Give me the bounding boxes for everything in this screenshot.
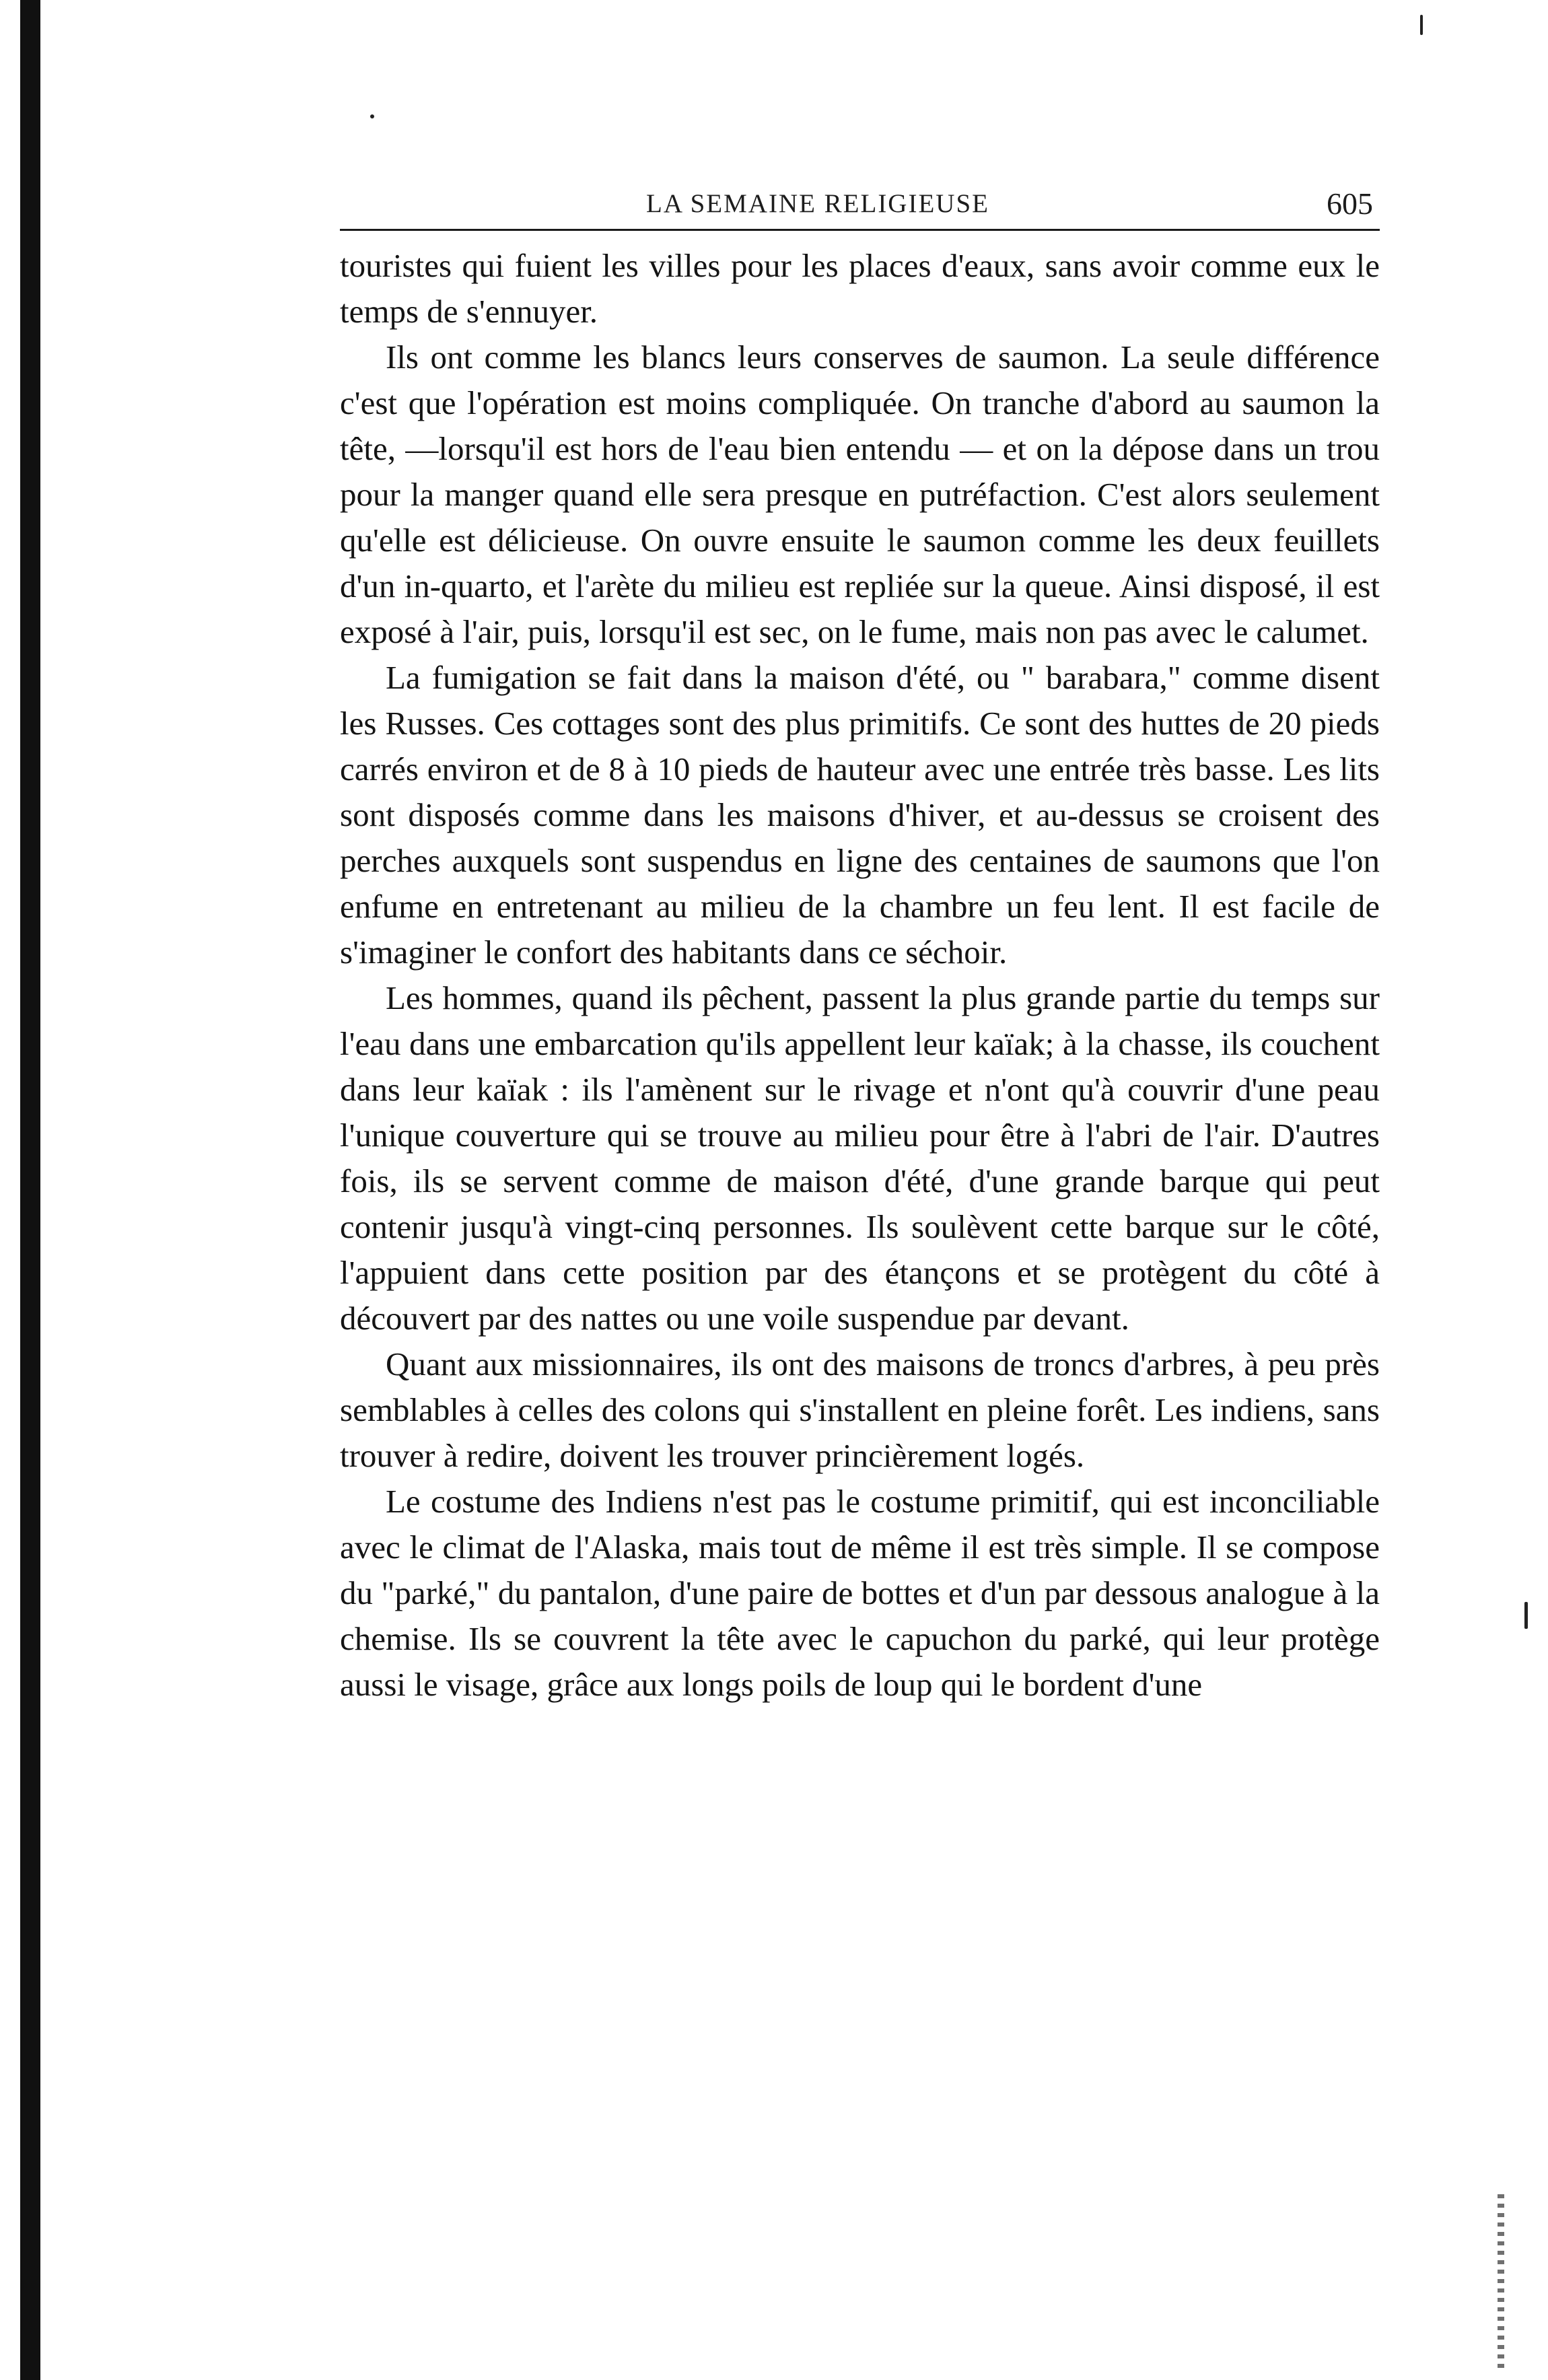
page-number: 605 xyxy=(1327,186,1373,221)
scan-speck xyxy=(1524,1602,1528,1629)
paragraph: Le costume des Indiens n'est pas le costume primitif, qui est inconciliable avec le climat de l'Alaska, mais tout de même il est très simple. Il se compose du "parké," du pantalon, d'une paire de bottes et d'un par dessous analogue à la chemise. Ils se couvrent la tête avec le capuchon du parké, qui leur protège aussi le visage, grâce aux longs poils de loup qui le bordent d'une xyxy=(340,1483,1380,1703)
running-header xyxy=(340,175,1380,231)
paragraph: Ils ont comme les blancs leurs conserves de saumon. La seule différence c'est que l'opération est moins compliquée. On tranche d'abord au saumon la tête, —lorsqu'il est hors de l'eau bien entendu — et on la dépose dans un trou pour la manger quand elle sera presque en putréfaction. C'est alors seulement qu'elle est délicieuse. On ouvre ensuite le saumon comme les deux feuillets d'un in-quarto, et l'arète du milieu est repliée sur la queue. Ainsi disposé, il est exposé à l'air, puis, lorsqu'il est sec, on le fume, mais non pas avec le calumet. xyxy=(340,339,1380,650)
body-text xyxy=(340,243,1380,1708)
page-content xyxy=(340,175,1380,1708)
scan-speck xyxy=(1420,15,1423,35)
paragraph: La fumigation se fait dans la maison d'été, ou " barabara," comme disent les Russes. Ces cottages sont des plus primitifs. Ce sont des huttes de 20 pieds carrés environ et de 8 à 10 pieds de hauteur avec une entrée très basse. Les lits sont disposés comme dans les maisons d'hiver, et au-dessus se croisent des perches auxquels sont suspendus en ligne des centaines de saumons que l'on enfume en entretenant au milieu de la chambre un feu lent. Il est facile de s'imaginer le confort des habitants dans ce séchoir. xyxy=(340,659,1380,971)
paragraph: Les hommes, quand ils pêchent, passent la plus grande partie du temps sur l'eau dans une embarcation qu'ils appellent leur kaïak; à la chasse, ils couchent dans leur kaïak : ils l'amènent sur le rivage et n'ont qu'à couvrir d'une peau l'unique couverture qui se trouve au milieu pour être à l'abri de l'air. D'autres fois, ils se servent comme de maison d'été, d'une grande barque qui peut contenir jusqu'à vingt-cinq personnes. Ils soulèvent cette barque sur le côté, l'appuient dans cette position par des étançons et se protègent du côté à découvert par des nattes ou une voile suspendue par devant. xyxy=(340,979,1380,1337)
paragraph: touristes qui fuient les villes pour les places d'eaux, sans avoir comme eux le temps de s'ennuyer. xyxy=(340,247,1380,330)
paragraph: Quant aux missionnaires, ils ont des maisons de troncs d'arbres, à peu près semblables à celles des colons qui s'installent en pleine forêt. Les indiens, sans trouver à redire, doivent les trouver princièrement logés. xyxy=(340,1345,1380,1474)
scan-speck xyxy=(370,114,374,118)
running-title: LA SEMAINE RELIGIEUSE xyxy=(646,189,989,218)
page-edge-marks xyxy=(1498,2194,1504,2369)
book-spine-shadow xyxy=(20,0,40,2380)
